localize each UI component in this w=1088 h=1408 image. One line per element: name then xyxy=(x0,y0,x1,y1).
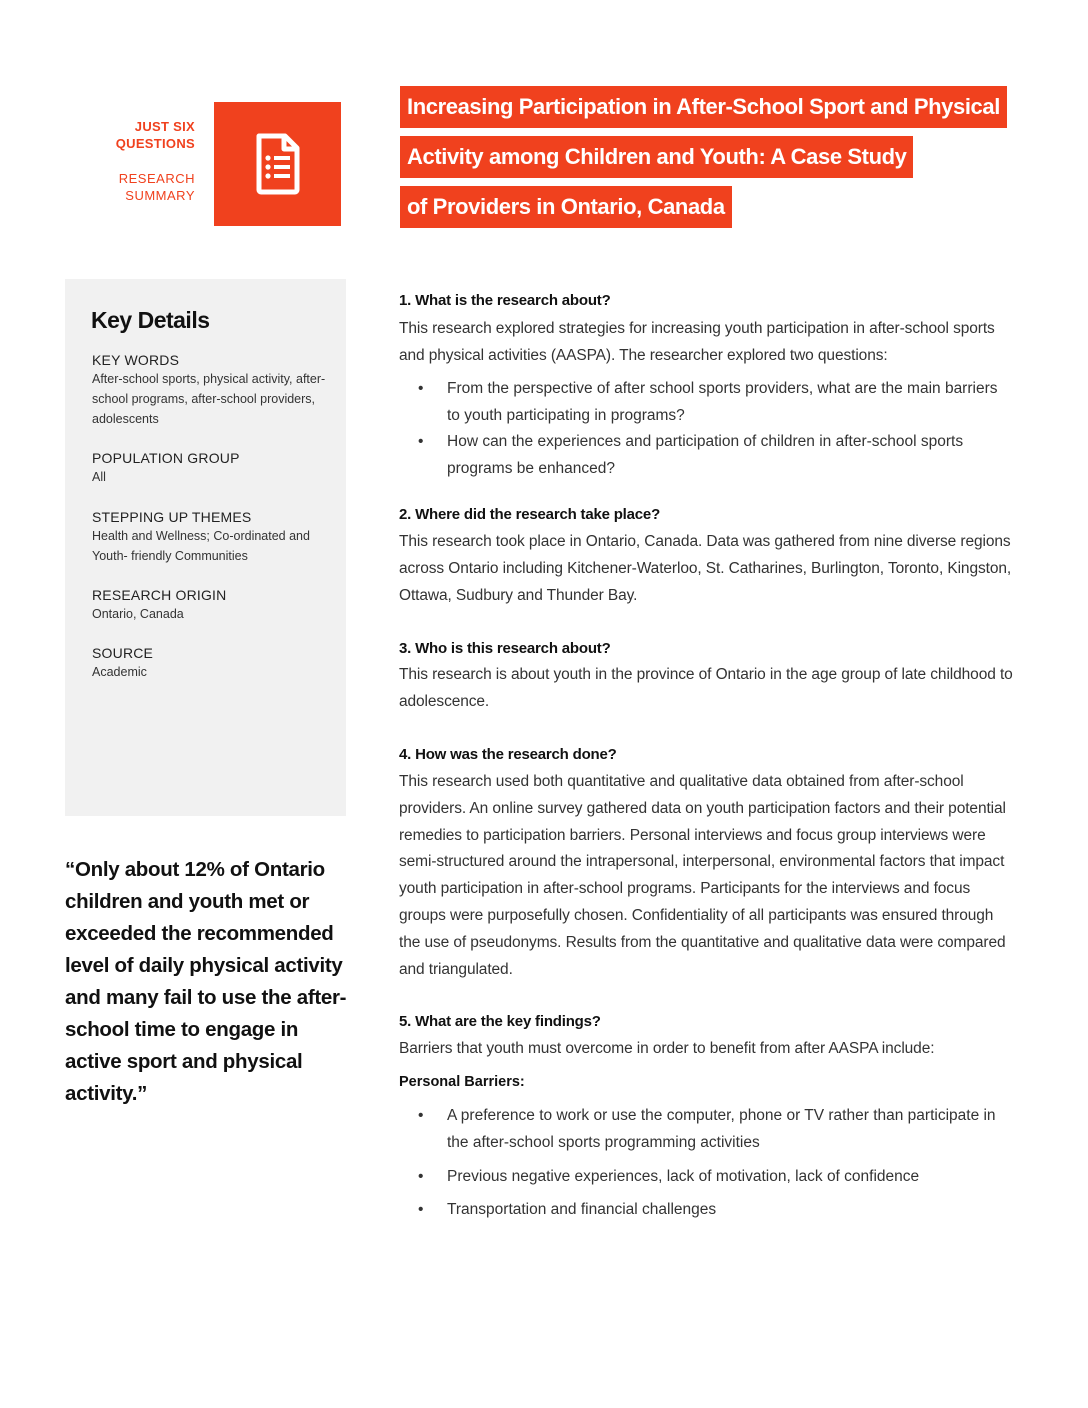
question-3-text: This research is about youth in the province of Ontario in the age group of late childhood to adolescence. xyxy=(399,666,1013,710)
kd-key-words xyxy=(92,351,332,429)
list-item-text: A preference to work or use the computer, phone or TV rather than participate in the after-school sports programming activities xyxy=(447,1107,996,1151)
question-1-text: This research explored strategies for increasing youth participation in after-school sports and physical activities (AASPA). The researcher explored two questions: xyxy=(399,320,995,364)
kd-value: Ontario, Canada xyxy=(92,607,184,621)
label-summary: SUMMARY xyxy=(125,188,195,203)
question-4-heading: 4. How was the research done? xyxy=(399,746,617,763)
kd-value: After-school sports, physical activity, after-school programs, after-school providers, adolescents xyxy=(92,372,326,426)
kd-value: Health and Wellness; Co-ordinated and Youth- friendly Communities xyxy=(92,529,310,563)
bullet-dot: • xyxy=(418,1107,424,1124)
question-2-heading: 2. Where did the research take place? xyxy=(399,506,661,523)
bullet-dot: • xyxy=(418,1201,424,1218)
title-line-1: Increasing Participation in After-School Sport and Physical xyxy=(400,86,1007,128)
label-questions: QUESTIONS xyxy=(115,136,195,151)
question-5-text: Barriers that youth must overcome in order to benefit from after AASPA include: xyxy=(399,1040,935,1057)
label-research: RESEARCH xyxy=(118,171,195,186)
bullet-dot: • xyxy=(418,433,424,450)
title-line-3: of Providers in Ontario, Canada xyxy=(400,186,732,228)
personal-barriers-heading: Personal Barriers: xyxy=(399,1074,525,1090)
list-item-text: From the perspective of after school sports providers, what are the main barriers to youth participating in programs? xyxy=(447,380,998,424)
kd-stepping-up-themes xyxy=(92,508,332,566)
key-details-panel xyxy=(65,279,346,816)
list-item-text: Transportation and financial challenges xyxy=(447,1201,717,1218)
question-3-heading: 3. Who is this research about? xyxy=(399,640,611,657)
key-details-title: Key Details xyxy=(91,307,210,333)
label-just-six: JUST SIX xyxy=(134,119,195,134)
kd-population-group xyxy=(92,449,332,487)
kd-source xyxy=(92,644,332,682)
pull-quote: “Only about 12% of Ontario children and youth met or exceeded the recommended level of daily physical activity and many fail to use the after-school time to engage in active sport and physical activity.” xyxy=(65,858,347,1105)
kd-heading: RESEARCH ORIGIN xyxy=(92,587,227,603)
kd-heading: STEPPING UP THEMES xyxy=(92,509,252,525)
kd-value: Academic xyxy=(92,665,147,679)
kd-heading: POPULATION GROUP xyxy=(92,450,240,466)
kd-heading: SOURCE xyxy=(92,645,154,661)
title-line-2: Activity among Children and Youth: A Case Study xyxy=(400,136,913,178)
question-2-text: This research took place in Ontario, Canada. Data was gathered from nine diverse regions across Ontario including Kitchener-Waterloo, St. Catharines, Burlington, Toronto, Kingston, Ottawa, Sudbury and Thunder Bay. xyxy=(399,533,1012,604)
document-icon xyxy=(253,132,303,196)
question-4-text: This research used both quantitative and qualitative data obtained from after-school providers. An online survey gathered data on youth participation factors and their potential remedies to participation barriers. Personal interviews and focus group interviews were semi-structured around the intrapersonal, interpersonal, environmental factors that impact youth participation in after-school programs. Participants for the interviews and focus groups were purposefully chosen. Confidentiality of all participants was ensured through the use of pseudonyms. Results from the quantitative and qualitative data were compared and triangulated. xyxy=(399,773,1006,978)
bullet-dot: • xyxy=(418,380,424,397)
kd-research-origin xyxy=(92,586,332,624)
list-item-text: Previous negative experiences, lack of motivation, lack of confidence xyxy=(447,1168,920,1185)
question-5-heading: 5. What are the key findings? xyxy=(399,1013,601,1030)
question-1-heading: 1. What is the research about? xyxy=(399,292,611,309)
bullet-dot: • xyxy=(418,1168,424,1185)
kd-heading: KEY WORDS xyxy=(92,352,180,368)
list-item-text: How can the experiences and participation of children in after-school sports programs be enhanced? xyxy=(447,433,964,477)
kd-value: All xyxy=(92,470,106,484)
document-icon-box xyxy=(214,102,341,226)
series-label xyxy=(116,118,195,204)
